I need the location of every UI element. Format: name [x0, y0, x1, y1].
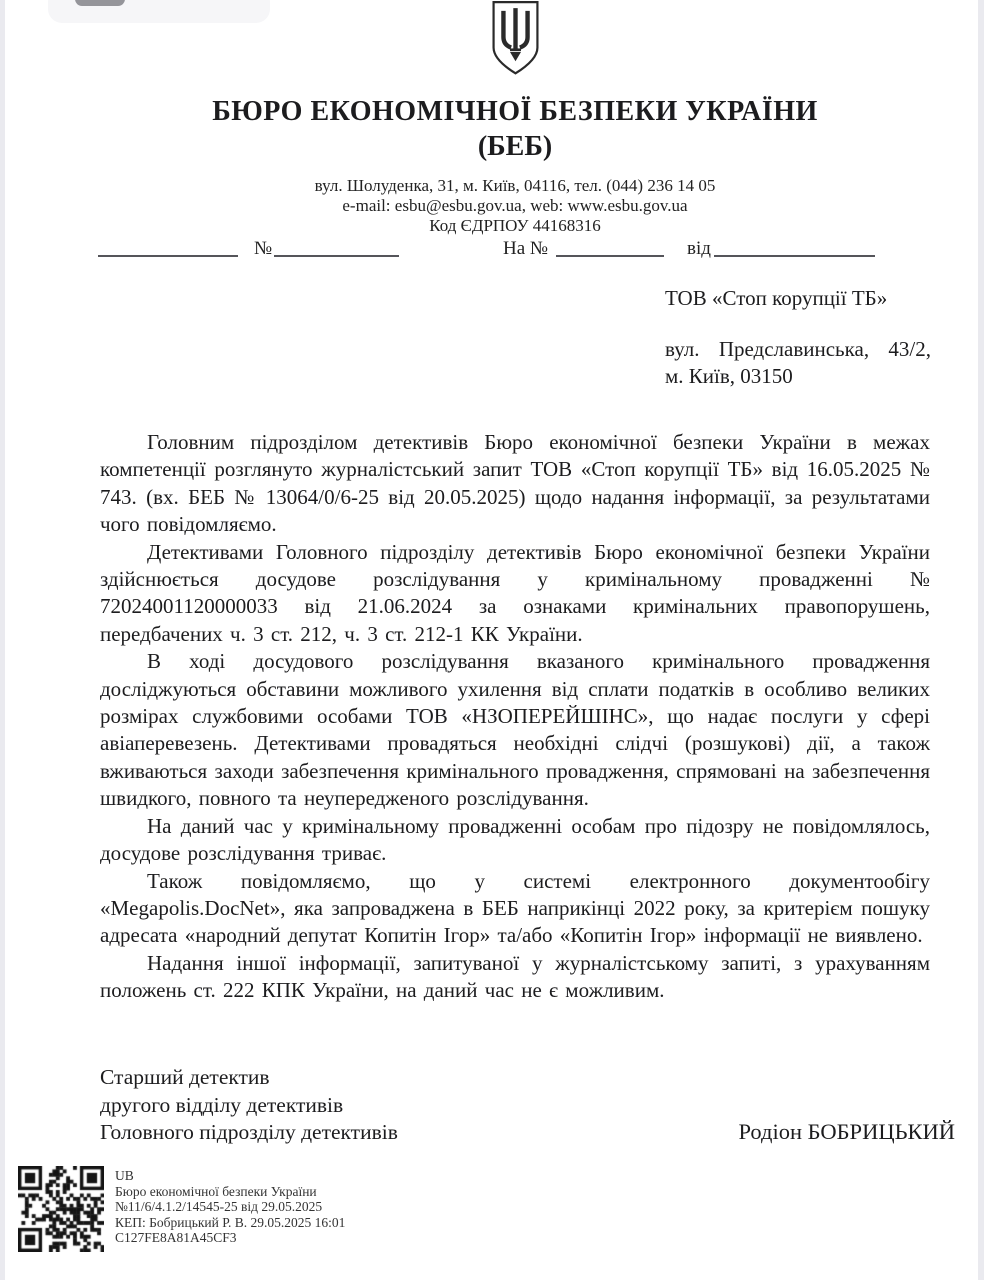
- signature-block: [100, 1064, 955, 1147]
- reference-line: [0, 238, 984, 262]
- number-label: №: [254, 238, 273, 259]
- signer-position-line3: Головного підрозділу детективів: [100, 1120, 398, 1144]
- digital-signature-stamp: [18, 1166, 345, 1252]
- signer-position-line1: Старший детектив: [100, 1065, 270, 1089]
- ukraine-trident-emblem: [488, 1, 543, 75]
- number-blank-field: [274, 240, 399, 257]
- reply-number-blank-field: [556, 240, 664, 257]
- org-address: вул. Шолуденка, 31, м. Київ, 04116, тел. (044) 236 14 05: [314, 176, 716, 195]
- org-edrpou: Код ЄДРПОУ 44168316: [429, 216, 601, 235]
- paragraph: В ході досудового розслідування вказаного кримінального провадження досліджуються обставини можливого ухилення від сплати податків в особливо великих розмірах службовими особами ТОВ «НЗОПЕРЕЙШІНС», що надає послуги у сфері авіаперевезень. Детективами провадяться необхідні слідчі (розшукові) дії, а також вживаються заходи забезпечення кримінального провадження, спрямовані на забезпечення швидкого, повного та неупередженого розслідування.: [100, 649, 930, 811]
- signer-name: Родіон БОБРИЦЬКИЙ: [738, 1119, 955, 1144]
- recipient-address-line2: м. Київ, 03150: [665, 364, 793, 388]
- stamp-label: UB: [115, 1168, 134, 1183]
- stamp-doc-number: №11/6/4.1.2/14545-25 від 29.05.2025: [115, 1199, 323, 1214]
- signer-position-line2: другого відділу детективів: [100, 1092, 344, 1117]
- from-date-blank-field: [714, 240, 875, 257]
- paragraph: На даний час у кримінальному провадженні особам про підозру не повідомлялось, досудове розслідування триває.: [100, 813, 930, 866]
- org-abbreviation: (БЕБ): [477, 131, 553, 162]
- paragraph: Головним підрозділом детективів Бюро економічної безпеки України в межах компетенції розглянуто журналістський запит ТОВ «Стоп корупції ТБ» від 16.05.2025 № 743. (вх. БЕБ № 13064/0/6-25 від 20.05.2025) щодо надання інформації, за результатами чого повідомляємо.: [100, 430, 930, 537]
- paragraph: Надання іншої інформації, запитуваної у журналістському запиті, з урахуванням положень ст. 222 КПК України, на даний час не є можливим.: [100, 950, 930, 1003]
- stamp-hash: C127FE8A81A45CF3: [115, 1230, 237, 1245]
- letter-body: [100, 429, 930, 1005]
- page-right-edge: [978, 0, 984, 1280]
- recipient-block: [665, 285, 931, 390]
- qr-code: [18, 1166, 104, 1252]
- letterhead: [100, 0, 930, 236]
- stamp-signature-info: КЕП: Бобрицький Р. В. 29.05.2025 16:01: [115, 1214, 346, 1230]
- from-date-label: від: [687, 238, 711, 259]
- org-contacts: e-mail: esbu@esbu.gov.ua, web: www.esbu.gov.ua: [342, 196, 688, 215]
- recipient-address-line1: вул. Предславинська, 43/2,: [665, 337, 931, 361]
- recipient-name: ТОВ «Стоп корупції ТБ»: [665, 286, 888, 310]
- paragraph: Детективами Головного підрозділу детективів Бюро економічної безпеки України здійснюється досудове розслідування у кримінальному провадженні № 72024001120000033 від 21.06.2024 за ознаками кримінальних правопорушень, передбачених ч. 3 ст. 212, ч. 3 ст. 212-1 КК України.: [100, 539, 930, 646]
- date-blank-field: [98, 240, 238, 257]
- stamp-org: Бюро економічної безпеки України: [115, 1183, 317, 1199]
- page-left-edge: [0, 0, 5, 1280]
- paragraph: Також повідомляємо, що у системі електронного документообігу «Megapolis.DocNet», яка запроваджена в БЕБ наприкінці 2022 року, за критерієм пошуку адресата «народний депутат Копитін Ігор» та/або «Копитін Ігор» інформації не виявлено.: [100, 868, 930, 948]
- org-name: БЮРО ЕКОНОМІЧНОЇ БЕЗПЕКИ УКРАЇНИ: [212, 96, 818, 127]
- reply-number-label: На №: [503, 238, 549, 259]
